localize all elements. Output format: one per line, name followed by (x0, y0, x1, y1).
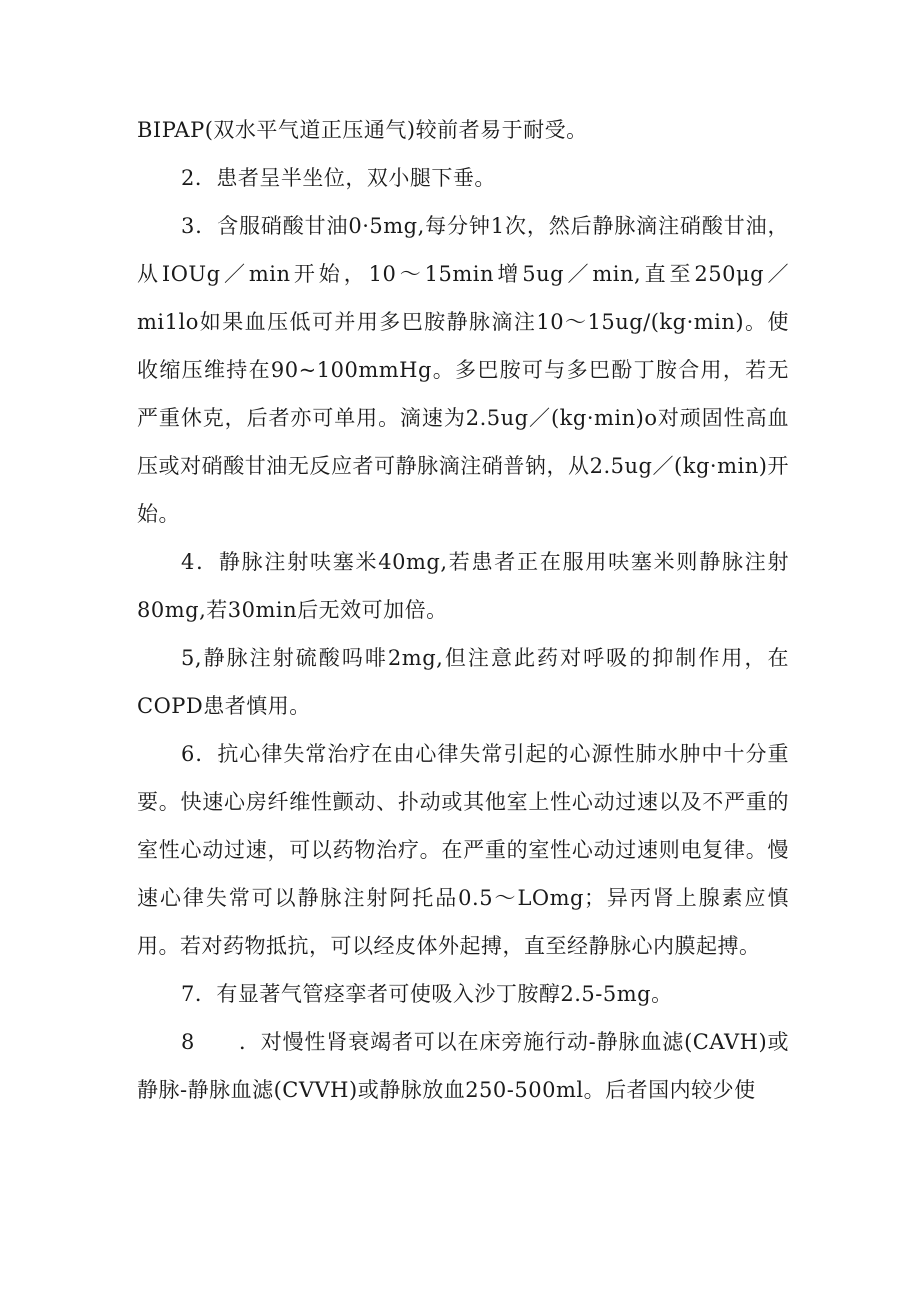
paragraph-item-8: 8 ．对慢性肾衰竭者可以在床旁施行动-静脉血滤(CAVH)或静脉-静脉血滤(CVVH)或静脉放血250-500ml。后者国内较少使 (137, 1030, 789, 1102)
paragraph-item-7: 7．有显著气管痉挛者可使吸入沙丁胺醇2.5-5mg。 (181, 982, 673, 1006)
paragraph-item-2: 2．患者呈半坐位，双小腿下垂。 (181, 166, 496, 190)
paragraph-bipap-continuation: BIPAP(双水平气道正压通气)较前者易于耐受。 (137, 118, 588, 142)
paragraph-item-3: 3．含服硝酸甘油0·5mg,每分钟1次，然后静脉滴注硝酸甘油，从IOUg／min开始，10～15min增5ug／min,直至250μg／mi1lo如果血压低可并用多巴胺静脉滴注10～15ug/(kg·min)。使收缩压维持在90~100mmHg。多巴胺可与多巴酚丁胺合用，若无严重休克，后者亦可单用。滴速为2.5ug／(kg·min)o对顽固性高血压或对硝酸甘油无反应者可静脉滴注硝普钠，从2.5ug／(kg·min)开始。 (137, 214, 789, 526)
paragraph-item-5: 5,静脉注射硫酸吗啡2mg,但注意此药对呼吸的抑制作用，在COPD患者慎用。 (137, 646, 789, 718)
paragraph-item-6: 6．抗心律失常治疗在由心律失常引起的心源性肺水肿中十分重要。快速心房纤维性颤动、扑动或其他室上性心动过速以及不严重的室性心动过速，可以药物治疗。在严重的室性心动过速则电复律。慢速心律失常可以静脉注射阿托品0.5～LOmg；异丙肾上腺素应慎用。若对药物抵抗，可以经皮体外起搏，直至经静脉心内膜起搏。 (137, 742, 789, 958)
paragraph-item-4: 4．静脉注射呋塞米40mg,若患者正在服用呋塞米则静脉注射80mg,若30min后无效可加倍。 (137, 550, 789, 622)
document-body (137, 106, 789, 1114)
